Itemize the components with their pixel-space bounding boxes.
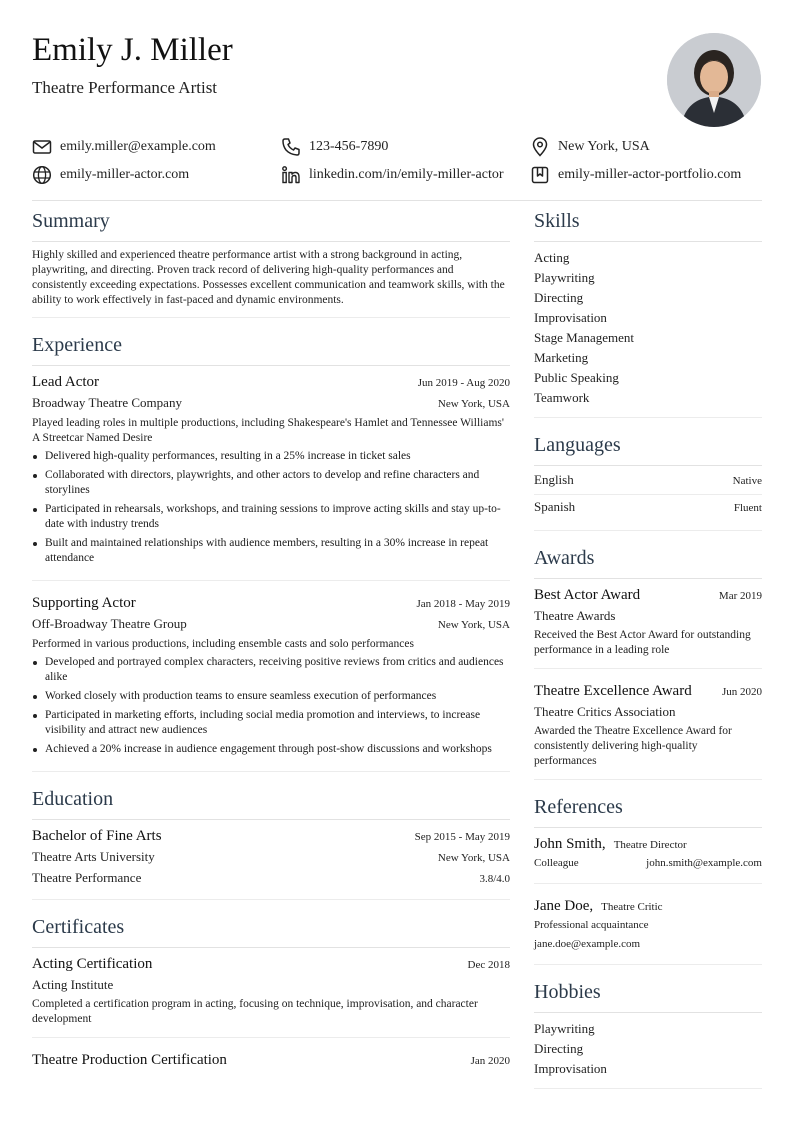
- education-entry: [32, 820, 510, 900]
- phone-text: 123-456-7890: [309, 139, 389, 154]
- job-bullets: [32, 655, 510, 757]
- certificates-section: [32, 906, 510, 1081]
- awards-heading: Awards: [534, 537, 762, 579]
- hobbies-list: [534, 1013, 762, 1089]
- candidate-title: Theatre Performance Artist: [32, 78, 218, 97]
- hobbies-heading: Hobbies: [534, 971, 762, 1013]
- contact-phone[interactable]: [281, 137, 388, 157]
- contact-website[interactable]: [32, 165, 189, 185]
- bullet-item: Developed and portrayed complex characters, receiving positive reviews from critics and audiences alike: [32, 655, 510, 685]
- certificate-name: Theatre Production Certification: [32, 1052, 227, 1068]
- contact-location: [530, 137, 650, 157]
- bullet-item: Collaborated with directors, playwrights, and other actors to develop and refine characters and storylines: [32, 468, 510, 498]
- job-description: Played leading roles in multiple productions, including Shakespeare's Hamlet and Tennessee Williams' A Streetcar Named Desire: [32, 417, 504, 444]
- certificate-description: Completed a certification program in acting, focusing on technique, improvisation, and character development: [32, 998, 478, 1025]
- bookmark-icon: [530, 165, 550, 185]
- gpa: 3.8/4.0: [479, 873, 510, 885]
- job-description: Performed in various productions, including ensemble casts and solo performances: [32, 638, 414, 650]
- experience-section: [32, 324, 510, 772]
- award-date: Mar 2019: [718, 590, 762, 602]
- reference-email[interactable]: john.smith@example.com: [646, 857, 762, 869]
- language-level: Native: [732, 475, 762, 487]
- profile-photo: [667, 33, 761, 127]
- degree: Bachelor of Fine Arts: [32, 828, 162, 844]
- school-location: New York, USA: [437, 852, 510, 864]
- reference-title: Theatre Critic: [601, 901, 663, 913]
- job-role: Supporting Actor: [32, 595, 136, 611]
- skills-section: [534, 200, 762, 418]
- hobby-item: Playwriting: [534, 1021, 595, 1036]
- languages-heading: Languages: [534, 424, 762, 466]
- job-dates: Jan 2018 - May 2019: [416, 598, 510, 610]
- job-location: New York, USA: [437, 619, 510, 631]
- skills-heading: Skills: [534, 200, 762, 242]
- job-dates: Jun 2019 - Aug 2020: [417, 377, 510, 389]
- linkedin-text: linkedin.com/in/emily-miller-actor: [309, 167, 504, 182]
- reference-name: John Smith,: [534, 836, 606, 852]
- certificate-entry: [32, 1038, 510, 1081]
- language-level: Fluent: [733, 502, 762, 514]
- bullet-item: Built and maintained relationships with audience members, resulting in a 30% increase in repeat attendance: [32, 536, 510, 566]
- school: Theatre Arts University: [32, 849, 155, 864]
- skill-item: Public Speaking: [534, 370, 619, 385]
- award-name: Best Actor Award: [534, 587, 641, 603]
- language-row: [534, 468, 762, 495]
- job-role: Lead Actor: [32, 374, 100, 390]
- reference-name: Jane Doe,: [534, 898, 594, 914]
- field-of-study: Theatre Performance: [32, 870, 142, 885]
- bullet-item: Participated in rehearsals, workshops, and training sessions to improve acting skills and stay up-to-date with industry trends: [32, 502, 510, 532]
- certificate-date: Dec 2018: [467, 959, 510, 971]
- portfolio-text: emily-miller-actor-portfolio.com: [558, 167, 742, 182]
- email-text: emily.miller@example.com: [60, 139, 216, 154]
- contact-email[interactable]: [32, 137, 216, 157]
- skills-list: [534, 242, 762, 418]
- certificate-issuer: Acting Institute: [32, 977, 114, 992]
- candidate-name: Emily J. Miller: [32, 32, 233, 68]
- experience-entry: [32, 581, 510, 772]
- bullet-item: Participated in marketing efforts, including social media promotion and interviews, to increase visibility and attract new audiences: [32, 708, 510, 738]
- summary-body: [32, 242, 510, 318]
- hobby-item: Improvisation: [534, 1061, 607, 1076]
- summary-text: Highly skilled and experienced theatre performance artist with a strong background in acting, playwriting, and directing. Proven track record of delivering high-quality performances and consistently exceeding expectations. Possesses excellent communication and teamwork skills, with the ability to work effectively in fast-paced and dynamic environments.: [32, 249, 505, 306]
- reference-entry: [534, 828, 762, 884]
- reference-email[interactable]: jane.doe@example.com: [534, 938, 641, 950]
- linkedin-icon: [281, 165, 301, 185]
- award-description: Awarded the Theatre Excellence Award for consistently delivering high-quality performances: [534, 725, 732, 767]
- reference-relation: Professional acquaintance: [534, 919, 649, 931]
- skill-item: Marketing: [534, 350, 589, 365]
- reference-title: Theatre Director: [613, 839, 687, 851]
- website-text: emily-miller-actor.com: [60, 167, 190, 182]
- references-heading: References: [534, 786, 762, 828]
- bullet-item: Delivered high-quality performances, resulting in a 25% increase in ticket sales: [32, 449, 510, 464]
- contact-portfolio[interactable]: [530, 165, 741, 185]
- left-column: [32, 200, 510, 1081]
- award-entry: [534, 669, 762, 780]
- location-text: New York, USA: [558, 139, 650, 154]
- contact-linkedin[interactable]: [281, 165, 504, 185]
- education-dates: Sep 2015 - May 2019: [414, 831, 510, 843]
- job-company: Off-Broadway Theatre Group: [32, 616, 187, 631]
- globe-icon: [32, 165, 52, 185]
- right-column: [534, 200, 762, 1089]
- references-section: [534, 786, 762, 965]
- skill-item: Teamwork: [534, 390, 590, 405]
- map-pin-icon: [530, 137, 550, 157]
- skill-item: Directing: [534, 290, 584, 305]
- bullet-item: Worked closely with production teams to ensure seamless execution of performances: [32, 689, 510, 704]
- award-name: Theatre Excellence Award: [534, 683, 692, 699]
- certificates-heading: Certificates: [32, 906, 510, 948]
- language-name: Spanish: [534, 499, 576, 514]
- certificate-entry: [32, 948, 510, 1038]
- award-issuer: Theatre Awards: [534, 608, 616, 623]
- skill-item: Improvisation: [534, 310, 607, 325]
- summary-heading: Summary: [32, 200, 510, 242]
- award-entry: [534, 579, 762, 669]
- languages-list: [534, 466, 762, 531]
- awards-section: [534, 537, 762, 780]
- hobby-item: Directing: [534, 1041, 584, 1056]
- language-row: [534, 495, 762, 521]
- phone-icon: [281, 137, 301, 157]
- job-location: New York, USA: [437, 398, 510, 410]
- award-description: Received the Best Actor Award for outstanding performance in a leading role: [534, 629, 751, 656]
- summary-section: [32, 200, 510, 318]
- reference-entry: [534, 884, 762, 965]
- experience-entry: [32, 366, 510, 581]
- reference-relation: Colleague: [534, 857, 579, 869]
- award-issuer: Theatre Critics Association: [534, 704, 676, 719]
- award-date: Jun 2020: [721, 686, 762, 698]
- avatar-illustration: [667, 33, 761, 127]
- job-company: Broadway Theatre Company: [32, 395, 182, 410]
- mail-icon: [32, 137, 52, 157]
- certificate-name: Acting Certification: [32, 956, 153, 972]
- skill-item: Stage Management: [534, 330, 634, 345]
- experience-heading: Experience: [32, 324, 510, 366]
- languages-section: [534, 424, 762, 531]
- skill-item: Playwriting: [534, 270, 595, 285]
- language-name: English: [534, 472, 574, 487]
- job-bullets: [32, 449, 510, 566]
- hobbies-section: [534, 971, 762, 1089]
- certificate-date: Jan 2020: [470, 1055, 510, 1067]
- education-section: [32, 778, 510, 900]
- skill-item: Acting: [534, 250, 570, 265]
- education-heading: Education: [32, 778, 510, 820]
- bullet-item: Achieved a 20% increase in audience engagement through post-show discussions and workshops: [32, 742, 510, 757]
